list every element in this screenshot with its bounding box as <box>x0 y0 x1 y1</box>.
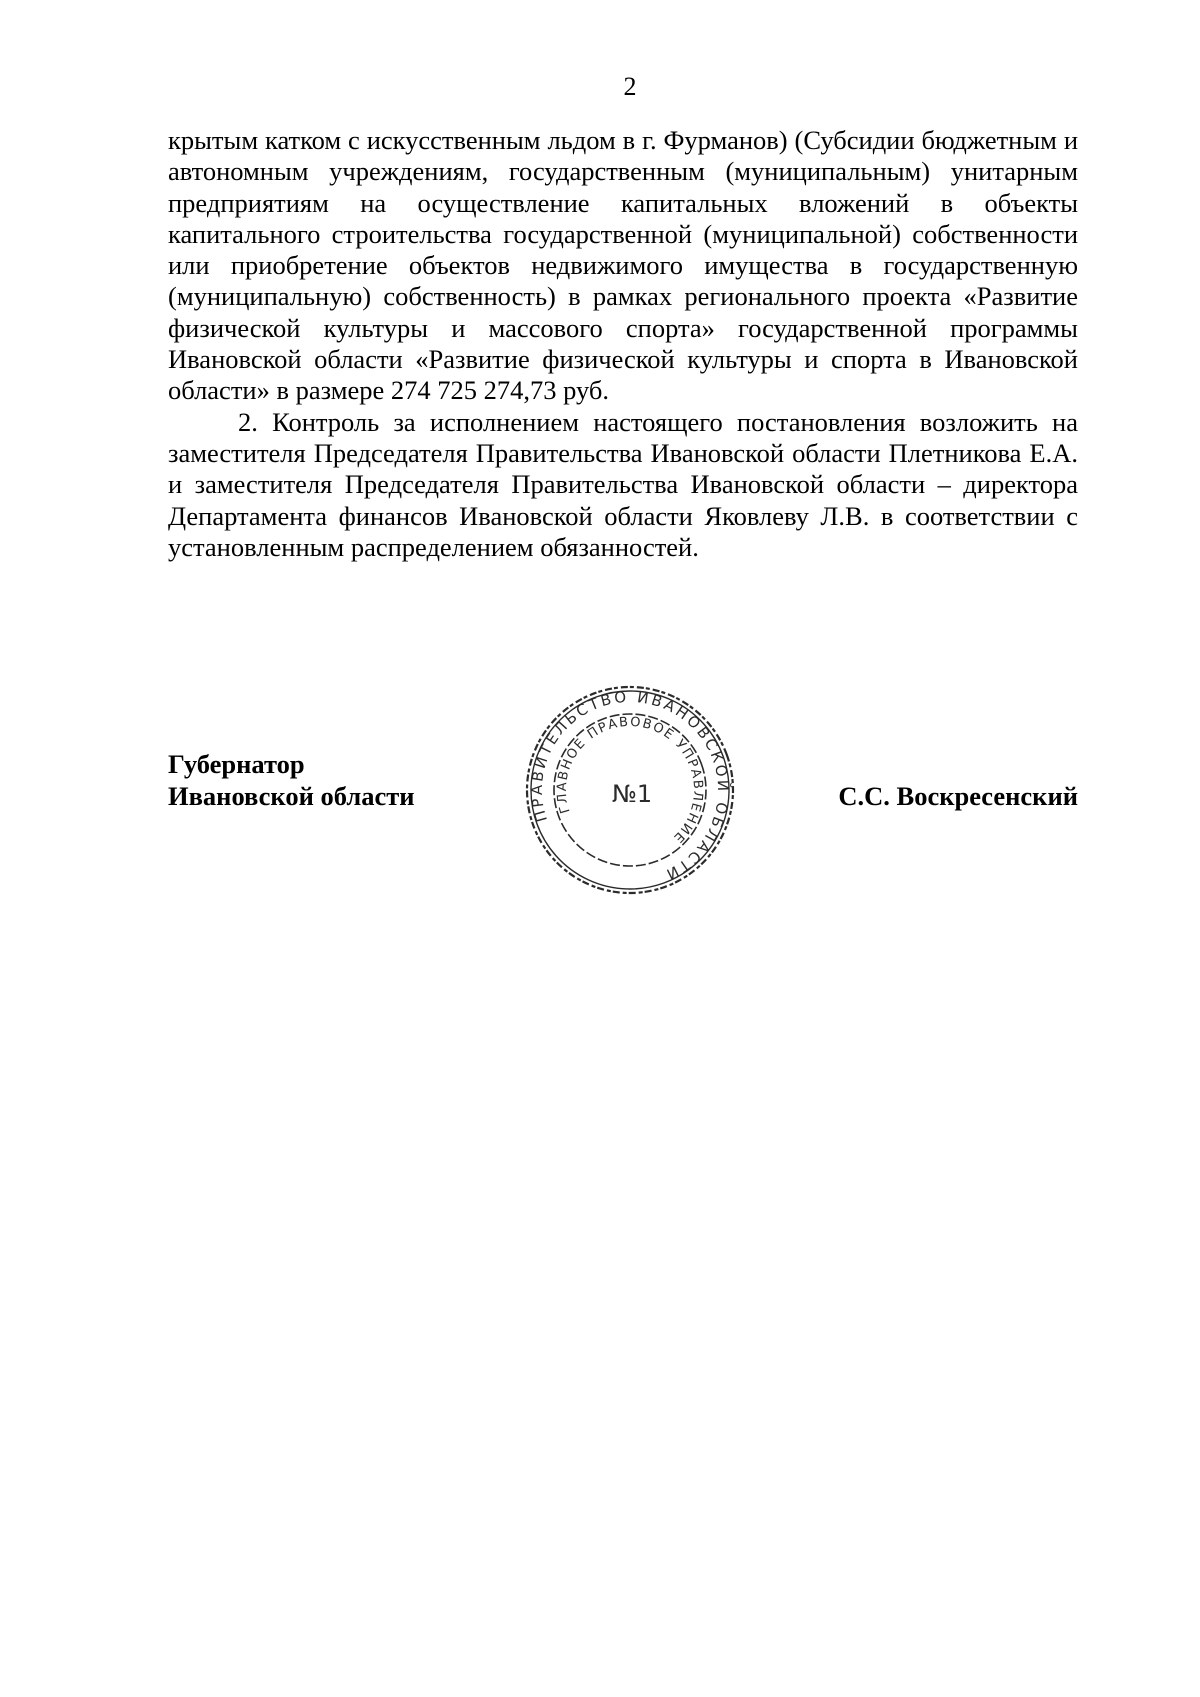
paragraph-1-continuation: крытым катком с искусственным льдом в г. Фурманов) (Субсидии бюджетным и автономным учреждениям, государственным (муниципальным) унитарным предприятиям на осуществление капитальных вложений в объекты капитального строительства государственной (муниципальной) собственности или приобретение объектов недвижимого имущества в государственную (муниципальную) собственность) в рамках регионального проекта «Развитие физической культуры и массового спорта» государственной программы Ивановской области «Развитие физической культуры и спорта в Ивановской области» в размере 274 725 274,73 руб. <box>168 125 1078 406</box>
signer-title-line2: Ивановской области <box>168 781 415 811</box>
signature-block <box>0 680 1200 910</box>
paragraph-2-control: 2. Контроль за исполнением настоящего постановления возложить на заместителя Председателя Правительства Ивановской области Плетникова Е.А. и заместителя Председателя Правительства Ивановской области – директора Департамента финансов Ивановской области Яковлеву Л.В. в соответствии с установленным распределением обязанностей. <box>168 406 1078 562</box>
signer-title <box>168 748 415 812</box>
signer-title-line1: Губернатор <box>168 749 305 779</box>
seal-number: №1 <box>611 780 653 808</box>
seal-inner-text: ГЛАВНОЕ ПРАВОВОЕ УПРАВЛЕНИЕ <box>554 714 706 847</box>
page-number: 2 <box>623 72 637 101</box>
seal-outer-text: ПРАВИТЕЛЬСТВО ИВАНОВСКОЙ ОБЛАСТИ <box>527 687 733 885</box>
document-body <box>168 125 1078 563</box>
official-seal-stamp <box>520 680 740 900</box>
signer-name: С.С. Воскресенский <box>838 781 1078 811</box>
